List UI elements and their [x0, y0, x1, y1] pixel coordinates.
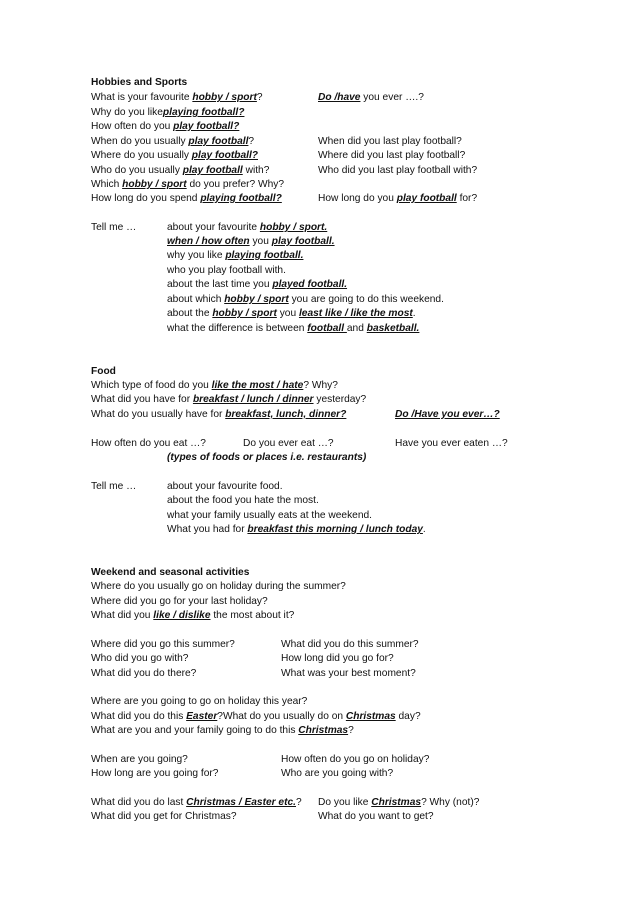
question-line — [91, 106, 244, 120]
keyword: played football. — [272, 279, 348, 290]
prompt-line — [167, 278, 347, 292]
text: . — [422, 524, 426, 535]
keyword: least like / like the most — [298, 308, 413, 319]
text: you — [249, 236, 272, 247]
keyword: Christmas / Easter etc. — [186, 797, 296, 808]
question-line: Where do you usually go on holiday during the summer? — [91, 581, 346, 592]
keyword: hobby / sport — [212, 308, 277, 319]
text: How long do you — [318, 193, 397, 204]
keyword: play football. — [271, 236, 335, 247]
keyword: Easter — [186, 711, 218, 722]
keyword: play football — [188, 136, 249, 147]
question-line — [91, 379, 338, 393]
text: What do you usually have for — [91, 409, 226, 420]
text: . — [412, 308, 416, 319]
text: about which — [167, 294, 225, 305]
question-line: How long did you go for? — [281, 653, 394, 664]
keyword: playing football. — [225, 250, 304, 261]
text: about the — [167, 308, 213, 319]
keyword: play football — [396, 193, 457, 204]
text: yesterday? — [313, 394, 367, 405]
text: Who do you usually — [91, 165, 183, 176]
question-line: Who did you last play football with? — [318, 165, 478, 176]
keyword: basketball. — [366, 323, 420, 334]
question-line — [91, 710, 421, 724]
text: about the last time you — [167, 279, 273, 290]
text: How often do you — [91, 121, 174, 132]
question-line: Where did you go this summer? — [91, 639, 235, 650]
text: What are you and your family going to do this — [91, 725, 299, 736]
text: Do you like — [318, 797, 372, 808]
question-line: How often do you eat …? — [91, 438, 206, 449]
text: ? Why (not)? — [421, 797, 480, 808]
prompt-line — [167, 307, 416, 321]
question-line — [91, 408, 346, 422]
keyword: hobby / sport — [192, 92, 257, 103]
text: ?What do you usually do on — [217, 711, 346, 722]
keyword: play football? — [173, 121, 240, 132]
text: ? — [256, 92, 263, 103]
question-line: Where did you go for your last holiday? — [91, 596, 268, 607]
text: ? — [248, 136, 255, 147]
question-line — [395, 408, 500, 422]
prompt-line — [167, 322, 419, 336]
text: When do you usually — [91, 136, 189, 147]
text: How long do you spend — [91, 193, 201, 204]
keyword: like the most / hate — [211, 380, 304, 391]
keyword: breakfast, lunch, dinner? — [225, 409, 347, 420]
text: what the difference is between — [167, 323, 308, 334]
question-line: Where are you going to go on holiday this year? — [91, 696, 308, 707]
text: with? — [242, 165, 270, 176]
question-line: How long are you going for? — [91, 768, 219, 779]
question-line: When are you going? — [91, 754, 188, 765]
text: do you prefer? Why? — [186, 179, 285, 190]
text: and — [346, 323, 367, 334]
text: What did you do this — [91, 711, 187, 722]
keyword: football — [307, 323, 347, 334]
keyword: hobby / sport — [224, 294, 289, 305]
question-line — [91, 796, 302, 810]
question-line — [318, 91, 424, 105]
prompt-line: about your favourite food. — [167, 481, 283, 492]
section-heading-weekend: Weekend and seasonal activities — [91, 567, 250, 578]
text: for? — [456, 193, 478, 204]
prompt-line: who you play football with. — [167, 265, 286, 276]
text: ? — [348, 725, 354, 736]
text: you — [276, 308, 299, 319]
text: What is your favourite — [91, 92, 193, 103]
question-line: Have you ever eaten …? — [395, 438, 508, 449]
keyword: Christmas — [298, 725, 349, 736]
prompt-line: what your family usually eats at the weekend. — [167, 510, 372, 521]
text: about your favourite — [167, 222, 260, 233]
question-line — [91, 609, 294, 623]
tell-me-label: Tell me … — [91, 481, 137, 492]
keyword: playing football? — [200, 193, 282, 204]
keyword: Do /have — [318, 92, 361, 103]
question-line: Where did you last play football? — [318, 150, 466, 161]
question-line — [91, 178, 284, 192]
question-line — [91, 164, 269, 178]
prompt-line: about the food you hate the most. — [167, 495, 319, 506]
keyword: Christmas — [345, 711, 396, 722]
keyword: play football — [182, 165, 243, 176]
question-line — [91, 192, 282, 206]
keyword: play football? — [191, 150, 259, 161]
text: the most about it? — [210, 610, 295, 621]
keyword: hobby / sport — [122, 179, 187, 190]
prompt-line — [167, 523, 426, 537]
keyword: hobby / sport. — [259, 222, 328, 233]
tell-me-label: Tell me … — [91, 222, 137, 233]
question-line — [91, 120, 239, 134]
text: Which — [91, 179, 123, 190]
text: Why do you like — [91, 107, 163, 118]
keyword: Christmas — [371, 797, 422, 808]
text: What did you do last — [91, 797, 187, 808]
prompt-line — [167, 221, 327, 235]
prompt-line — [167, 293, 444, 307]
text: you are going to do this weekend. — [288, 294, 444, 305]
question-line — [318, 192, 477, 206]
text: Which type of food do you — [91, 380, 212, 391]
question-line — [91, 149, 258, 163]
question-line: What did you do there? — [91, 668, 197, 679]
prompt-line — [167, 249, 303, 263]
text: you ever ….? — [360, 92, 424, 103]
question-line — [91, 724, 354, 738]
keyword: Do /Have you ever…? — [395, 409, 500, 420]
question-line: What was your best moment? — [281, 668, 416, 679]
text: What did you have for — [91, 394, 193, 405]
keyword: like / dislike — [153, 610, 211, 621]
text: why you like — [167, 250, 226, 261]
text: What did you — [91, 610, 154, 621]
text: Where do you usually — [91, 150, 192, 161]
question-line: How often do you go on holiday? — [281, 754, 430, 765]
question-line — [91, 91, 263, 105]
question-line: When did you last play football? — [318, 136, 462, 147]
section-heading-food: Food — [91, 366, 116, 377]
question-line: Who are you going with? — [281, 768, 394, 779]
question-line — [91, 135, 254, 149]
keyword: playing football? — [162, 107, 245, 118]
text: ? Why? — [303, 380, 338, 391]
question-line — [318, 796, 479, 810]
question-line: What did you get for Christmas? — [91, 811, 237, 822]
prompt-line — [167, 235, 335, 249]
text: day? — [395, 711, 421, 722]
question-line: What do you want to get? — [318, 811, 434, 822]
question-line: Do you ever eat …? — [243, 438, 334, 449]
question-line: What did you do this summer? — [281, 639, 419, 650]
keyword: breakfast / lunch / dinner — [192, 394, 314, 405]
keyword: when / how often — [167, 236, 250, 247]
text: ? — [296, 797, 302, 808]
note-line: (types of foods or places i.e. restaurants) — [167, 452, 367, 463]
text: What you had for — [167, 524, 248, 535]
section-heading-hobbies: Hobbies and Sports — [91, 77, 188, 88]
question-line: Who did you go with? — [91, 653, 189, 664]
question-line — [91, 393, 366, 407]
keyword: breakfast this morning / lunch today — [247, 524, 423, 535]
